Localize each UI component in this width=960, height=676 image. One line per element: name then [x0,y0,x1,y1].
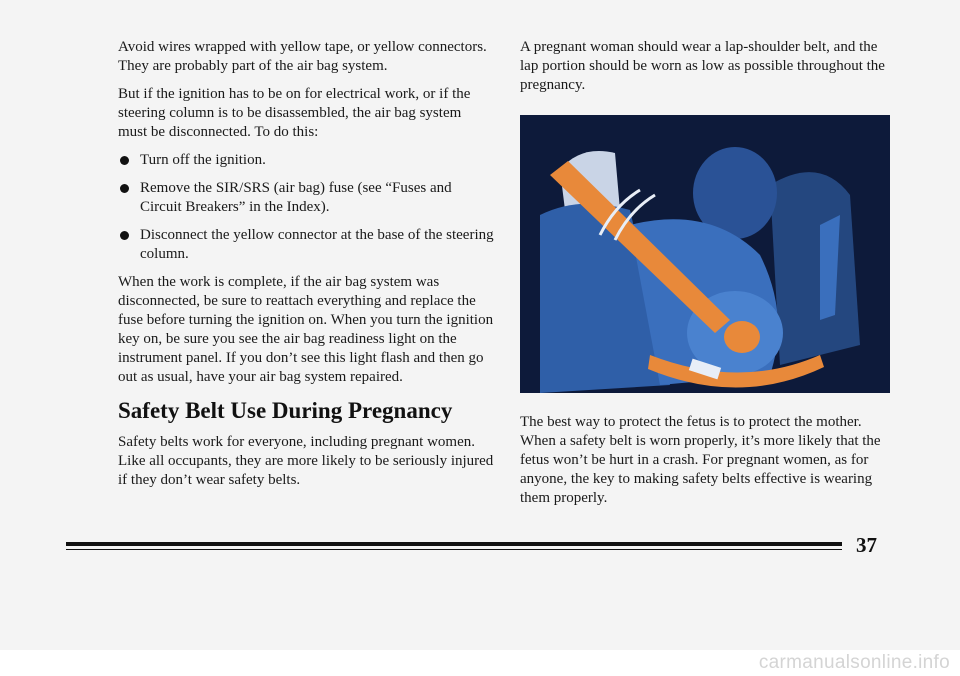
lap-belt-paragraph: A pregnant woman should wear a lap-shoulder belt, and the lap portion should be worn as low as possible throughout the pregnancy. [520,39,885,93]
list-item-text: Turn off the ignition. [140,152,266,168]
footer-rule [66,542,842,550]
watermark-text: carmanualsonline.info [758,652,950,673]
section-heading: Safety Belt Use During Pregnancy [118,398,453,423]
disconnect-intro-paragraph: But if the ignition has to be on for electrical work, or if the steering column is to be disassembled, the air bag system must be disconnected. To do this: [118,86,471,140]
footer-rule-thick [66,542,842,546]
bullet-icon [120,231,129,240]
watermark-bar [0,650,960,676]
airbag-wires-paragraph: Avoid wires wrapped with yellow tape, or yellow connectors. They are probably part of the air bag system. [118,39,487,74]
fetus-shape [724,321,760,353]
reconnect-paragraph: When the work is complete, if the air bag system was disconnected, be sure to reattach everything and replace the fuse before turning the ignition on. When you turn the ignition key on, be sure you see the air bag readiness light on the instrument panel. If you don’t see this light flash and then go out as usual, have your air bag system repaired. [118,274,494,385]
bullet-icon [120,156,129,165]
footer-rule-thin [66,549,842,550]
rear-seat-shape [770,172,860,365]
disconnect-steps-list [118,151,494,264]
list-item [118,226,494,264]
right-column [520,38,892,517]
page-number: 37 [856,533,877,557]
list-item [118,179,494,217]
bullet-icon [120,184,129,193]
protect-fetus-paragraph: The best way to protect the fetus is to protect the mother. When a safety belt is worn properly, it’s more likely that the fetus won’t be hurt in a crash. For pregnant women, as for anyone, the key to making safety belts effective is wearing them properly. [520,414,881,506]
list-item [118,151,494,170]
list-item-text: Remove the SIR/SRS (air bag) fuse (see “Fuses and Circuit Breakers” in the Index). [140,180,452,215]
seatbelt-illustration-svg [520,115,890,393]
left-column [118,38,494,499]
pregnant-occupant-illustration [520,115,890,393]
list-item-text: Disconnect the yellow connector at the base of the steering column. [140,227,494,262]
pregnancy-intro-paragraph: Safety belts work for everyone, including pregnant women. Like all occupants, they are more likely to be seriously injured if they don’t wear safety belts. [118,434,494,488]
